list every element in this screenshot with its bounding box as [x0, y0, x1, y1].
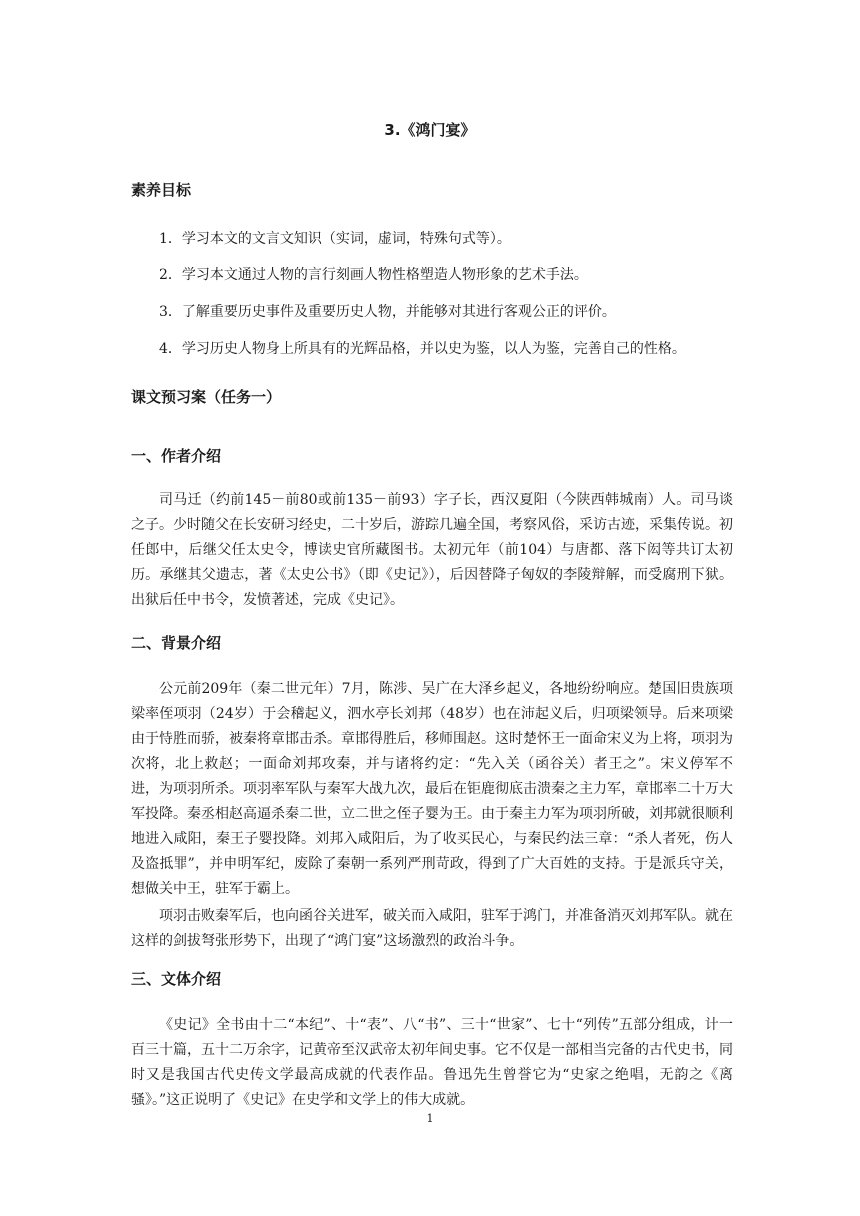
background-section-heading: 二、背景介绍	[131, 634, 222, 652]
background-paragraph-2: 项羽击败秦军后，也向函谷关进军，破关而入咸阳，驻军于鸿门，并准备消灭刘邦军队。就在这样的剑拔弩张形势下，出现了“鸿门宴”这场激烈的政治斗争。	[131, 908, 733, 949]
goal-item-1: 1．学习本文的文言文知识（实词，虚词，特殊句式等）。	[159, 231, 511, 247]
goals-heading: 素养目标	[131, 181, 192, 199]
goal-item-4: 4．学习历史人物身上所具有的光辉品格，并以史为鉴，以人为鉴，完善自己的性格。	[159, 341, 686, 357]
background-paragraph-1: 公元前209年（秦二世元年）7月，陈涉、吴广在大泽乡起义，各地纷纷响应。楚国旧贵族项梁率侄项羽（24岁）于会稽起义，泗水亭长刘邦（48岁）也在沛起义后，归项梁领导。后来项梁由于恃胜而骄，被秦将章邯击杀。章邯得胜后，移师围赵。这时楚怀王一面命宋义为上将，项羽为次将，北上救赵；一面命刘邦攻秦，并与诸将约定：“先入关（函谷关）者王之”。宋义停军不进，为项羽所杀。项羽率军队与秦军大战九次，最后在钜鹿彻底击溃秦之主力军，章邯率二十万大军投降。秦丞相赵高逼杀秦二世，立二世之侄子婴为王。由于秦主力军为项羽所破，刘邦就很顺利地进入咸阳，秦王子婴投降。刘邦入咸阳后，为了收买民心，与秦民约法三章：“杀人者死，伤人及盗抵罪”，并申明军纪，废除了秦朝一系列严刑苛政，得到了广大百姓的支持。于是派兵守关，想做关中王，驻军于霸上。	[131, 681, 733, 897]
page-number: 1	[426, 1112, 434, 1125]
author-section-heading: 一、作者介绍	[131, 447, 222, 465]
document-title: 3.《鸿门宴》	[384, 121, 476, 139]
goal-item-2: 2．学习本文通过人物的言行刻画人物性格塑造人物形象的艺术手法。	[159, 267, 588, 283]
genre-paragraph: 《史记》全书由十二“本纪”、十“表”、八“书”、三十“世家”、七十“列传”五部分组成，计一百三十篇，五十二万余字，记黄帝至汉武帝太初年间史事。它不仅是一部相当完备的古代史书，同时又是我国古代史传文学最高成就的代表作品。鲁迅先生曾誉它为“史家之绝唱，无韵之《离骚》。”这正说明了《史记》在史学和文学上的伟大成就。	[131, 1017, 733, 1108]
genre-section-heading: 三、文体介绍	[131, 970, 222, 988]
goal-item-3: 3．了解重要历史事件及重要历史人物，并能够对其进行客观公正的评价。	[159, 304, 616, 320]
author-paragraph: 司马迁（约前145－前80或前135－前93）字子长，西汉夏阳（今陕西韩城南）人。司马谈之子。少时随父在长安研习经史，二十岁后，游踪几遍全国，考察风俗，采访古迹，采集传说。初任郎中，后继父任太史令，博读史官所藏图书。太初元年（前104）与唐都、落下闳等共订太初历。承继其父遗志，著《太史公书》（即《史记》），后因替降子匈奴的李陵辩解，而受腐刑下狱。出狱后任中书令，发愤著述，完成《史记》。	[131, 492, 733, 608]
preview-heading: 课文预习案（任务一）	[131, 388, 282, 406]
